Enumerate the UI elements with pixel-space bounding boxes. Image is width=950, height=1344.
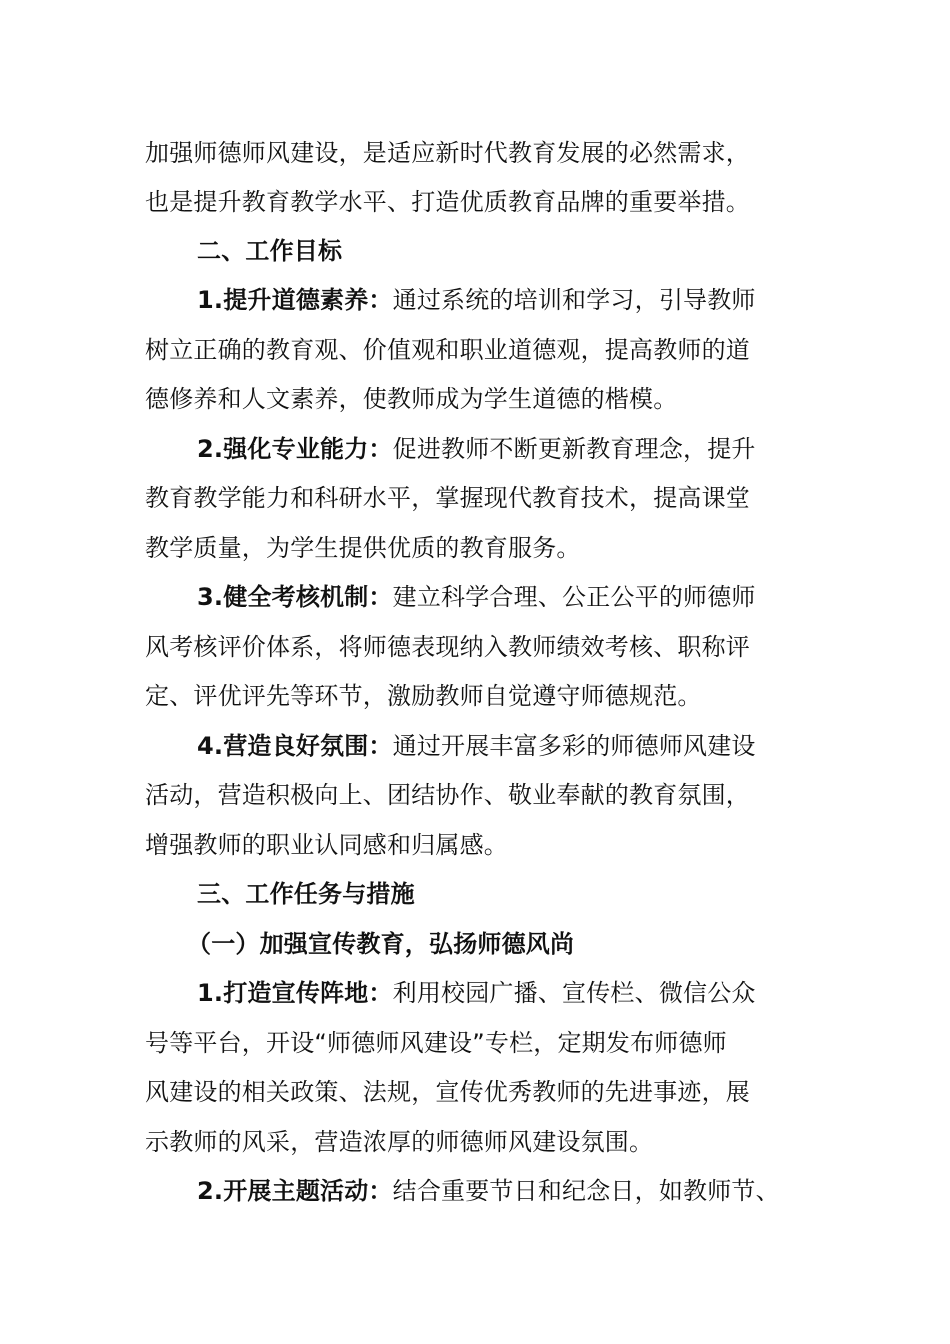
line-text: 定、评优评先等环节，激励教师自觉遵守师德规范。 (145, 682, 702, 710)
bold-lead: 2.强化专业能力： (197, 435, 393, 463)
line-text: 活动，营造积极向上、团结协作、敬业奉献的教育氛围， (145, 781, 750, 809)
paragraph-line (197, 1166, 780, 1216)
line-text: 通过开展丰富多彩的师德师风建设 (392, 732, 756, 760)
heading-text: （一）加强宣传教育，弘扬师德风尚 (187, 930, 575, 958)
subsection-heading (187, 919, 574, 969)
line-text: 通过系统的培训和学习，引导教师 (392, 286, 756, 314)
paragraph-line (197, 572, 756, 622)
section-heading (197, 226, 342, 276)
paragraph-line (145, 473, 750, 523)
bold-lead: 4.营造良好氛围： (197, 732, 393, 760)
line-text: 增强教师的职业认同感和归属感。 (145, 831, 508, 859)
paragraph-line (145, 374, 677, 424)
bold-lead: 2.开展主题活动： (197, 1177, 393, 1205)
paragraph-line (145, 671, 702, 721)
line-text: 建立科学合理、公正公平的师德师 (392, 583, 756, 611)
paragraph-line (145, 770, 750, 820)
bold-lead: 1.提升道德素养： (197, 286, 393, 314)
line-text: 树立正确的教育观、价值观和职业道德观，提高教师的道 (145, 336, 750, 364)
paragraph-line (197, 721, 756, 771)
paragraph-line (145, 1117, 653, 1167)
line-text: 风考核评价体系，将师德表现纳入教师绩效考核、职称评 (145, 633, 750, 661)
paragraph-line (197, 275, 756, 325)
heading-text: 二、工作目标 (197, 237, 343, 265)
paragraph-line (145, 177, 750, 227)
line-text: 示教师的风采，营造浓厚的师德师风建设氛围。 (145, 1128, 654, 1156)
line-text: 教学质量，为学生提供优质的教育服务。 (145, 534, 581, 562)
heading-text: 三、工作任务与措施 (197, 880, 415, 908)
line-text: 号等平台，开设“师德师风建设”专栏，定期发布师德师 (145, 1029, 727, 1057)
bold-lead: 3.健全考核机制： (197, 583, 393, 611)
line-text: 加强师德师风建设，是适应新时代教育发展的必然需求， (145, 139, 750, 167)
paragraph-line (145, 325, 750, 375)
paragraph-line (145, 128, 750, 178)
paragraph-line (197, 424, 756, 474)
line-text: 教育教学能力和科研水平，掌握现代教育技术，提高课堂 (145, 484, 750, 512)
line-text: 德修养和人文素养，使教师成为学生道德的楷模。 (145, 385, 678, 413)
line-text: 结合重要节日和纪念日，如教师节、 (392, 1177, 780, 1205)
line-text: 促进教师不断更新教育理念，提升 (392, 435, 756, 463)
paragraph-line (145, 622, 750, 672)
bold-lead: 1.打造宣传阵地： (197, 979, 393, 1007)
paragraph-line (145, 523, 581, 573)
line-text: 也是提升教育教学水平、打造优质教育品牌的重要举措。 (145, 188, 750, 216)
paragraph-line (145, 1018, 727, 1068)
paragraph-line (145, 820, 508, 870)
paragraph-line (197, 968, 756, 1018)
line-text: 风建设的相关政策、法规，宣传优秀教师的先进事迹，展 (145, 1078, 750, 1106)
section-heading (197, 869, 415, 919)
line-text: 利用校园广播、宣传栏、微信公众 (392, 979, 756, 1007)
paragraph-line (145, 1067, 750, 1117)
